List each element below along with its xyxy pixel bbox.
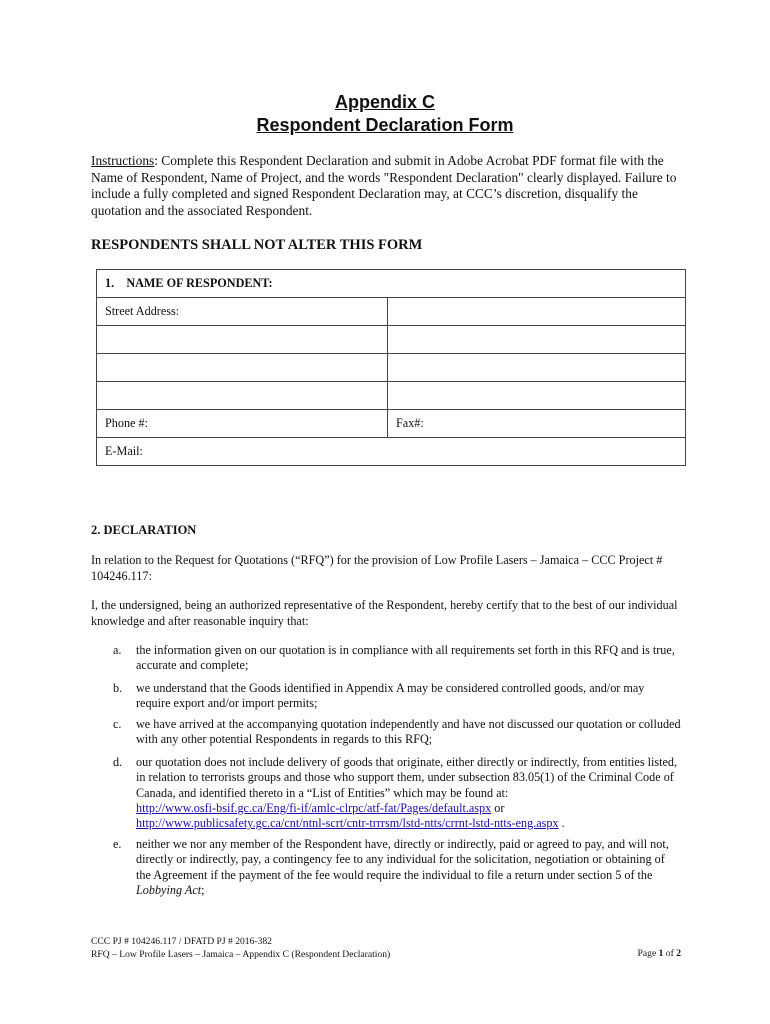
item-text-body: neither we nor any member of the Respondent have, directly or indirectly, paid or agreed to pay, and will not, directly or indirectly, pay, a contingency fee to any individual for the solicitation, negotiation or obtaining of the Agreement if the payment of the fee would require the individual to file a return under section 5 of the — [136, 837, 669, 882]
address-line-field[interactable] — [97, 354, 388, 382]
item-letter: b. — [113, 681, 123, 695]
appendix-title: Appendix C — [334, 92, 435, 112]
instructions-label: Instructions — [91, 153, 155, 168]
page-total: 2 — [676, 948, 681, 959]
lobbying-act: Lobbying Act — [136, 882, 202, 897]
declaration-item — [91, 681, 681, 712]
declaration-item — [91, 643, 681, 674]
footer-project-numbers: CCC PJ # 104246.117 / DFATD PJ # 2016-382 — [91, 936, 272, 947]
page-number — [638, 948, 681, 961]
item-text-body: our quotation does not include delivery of goods that originate, either directly or indirectly, from entities listed, in relation to terrorists groups and those who support them, under subsection 83.05(1) of the Criminal Code of Canada, and identified thereto in a “List of Entities” which may be found at: — [136, 755, 678, 800]
address-line-value-field[interactable] — [388, 354, 686, 382]
notice-heading: RESPONDENTS SHALL NOT ALTER THIS FORM — [91, 237, 423, 253]
address-line-field[interactable] — [97, 326, 388, 354]
fax-field[interactable]: Fax#: — [388, 410, 686, 438]
street-address-value-field[interactable] — [388, 298, 686, 326]
address-line-field[interactable] — [97, 382, 388, 410]
declaration-certify: I, the undersigned, being an authorized representative of the Respondent, hereby certify that to the best of our individual knowledge and after reasonable inquiry that: — [91, 598, 678, 628]
declaration-item — [91, 717, 681, 748]
item-text — [136, 755, 681, 831]
address-line-value-field[interactable] — [388, 326, 686, 354]
item-text — [136, 837, 681, 898]
email-field[interactable]: E-Mail: — [97, 438, 686, 466]
item-text: we have arrived at the accompanying quotation independently and have not discussed our quotation or colluded with any other potential Respondents in regards to this RFQ; — [136, 717, 681, 747]
phone-field[interactable]: Phone #: — [97, 410, 388, 438]
respondent-info-table — [96, 269, 686, 466]
address-line-value-field[interactable] — [388, 382, 686, 410]
item-letter: a. — [113, 643, 122, 657]
street-address-field[interactable]: Street Address: — [97, 298, 388, 326]
instructions-text: : Complete this Respondent Declaration and submit in Adobe Acrobat PDF format file with the Name of Respondent, Name of Project, and the words "Respondent Declaration" clearly displayed. Failure to include a fully completed and signed Respondent Declaration may, at CCC’s discretion, disqualify the quotation and the associated Respondent. — [91, 153, 677, 218]
declaration-heading: 2. DECLARATION — [91, 523, 197, 537]
page-current: 1 — [658, 948, 664, 959]
page-prefix: Page — [637, 948, 659, 959]
or-text: or — [491, 800, 505, 815]
item-letter: d. — [113, 755, 123, 769]
public-safety-link[interactable]: http://www.publicsafety.gc.ca/cnt/ntnl-scrt/cntr-trrrsm/lstd-ntts/crrnt-lstd-ntts-eng.aspx — [136, 816, 559, 831]
page-mid: of — [663, 948, 677, 959]
name-of-respondent-field[interactable]: 1. NAME OF RESPONDENT: — [97, 270, 686, 298]
declaration-item — [91, 837, 681, 898]
footer-document-title: RFQ – Low Profile Lasers – Jamaica – Appendix C (Respondent Declaration) — [91, 948, 391, 960]
item-text: we understand that the Goods identified in Appendix A may be considered controlled goods, and/or may require export and/or import permits; — [136, 681, 645, 711]
item-letter: e. — [113, 837, 122, 851]
page-footer — [91, 936, 681, 962]
item-end: . — [558, 816, 565, 831]
osfi-link[interactable]: http://www.osfi-bsif.gc.ca/Eng/fi-if/amlc-clrpc/atf-fat/Pages/default.aspx — [136, 800, 492, 815]
item-letter: c. — [113, 717, 122, 731]
declaration-item — [91, 755, 681, 831]
declaration-intro: In relation to the Request for Quotations (“RFQ”) for the provision of Low Profile Lasers – Jamaica – CCC Project # 104246.117: — [91, 553, 663, 583]
item-text: the information given on our quotation is in compliance with all requirements set forth in this RFQ and is true, accurate and complete; — [136, 643, 675, 673]
instructions-paragraph — [91, 153, 681, 219]
form-title: Respondent Declaration Form — [256, 115, 514, 135]
item-end: ; — [201, 882, 205, 897]
